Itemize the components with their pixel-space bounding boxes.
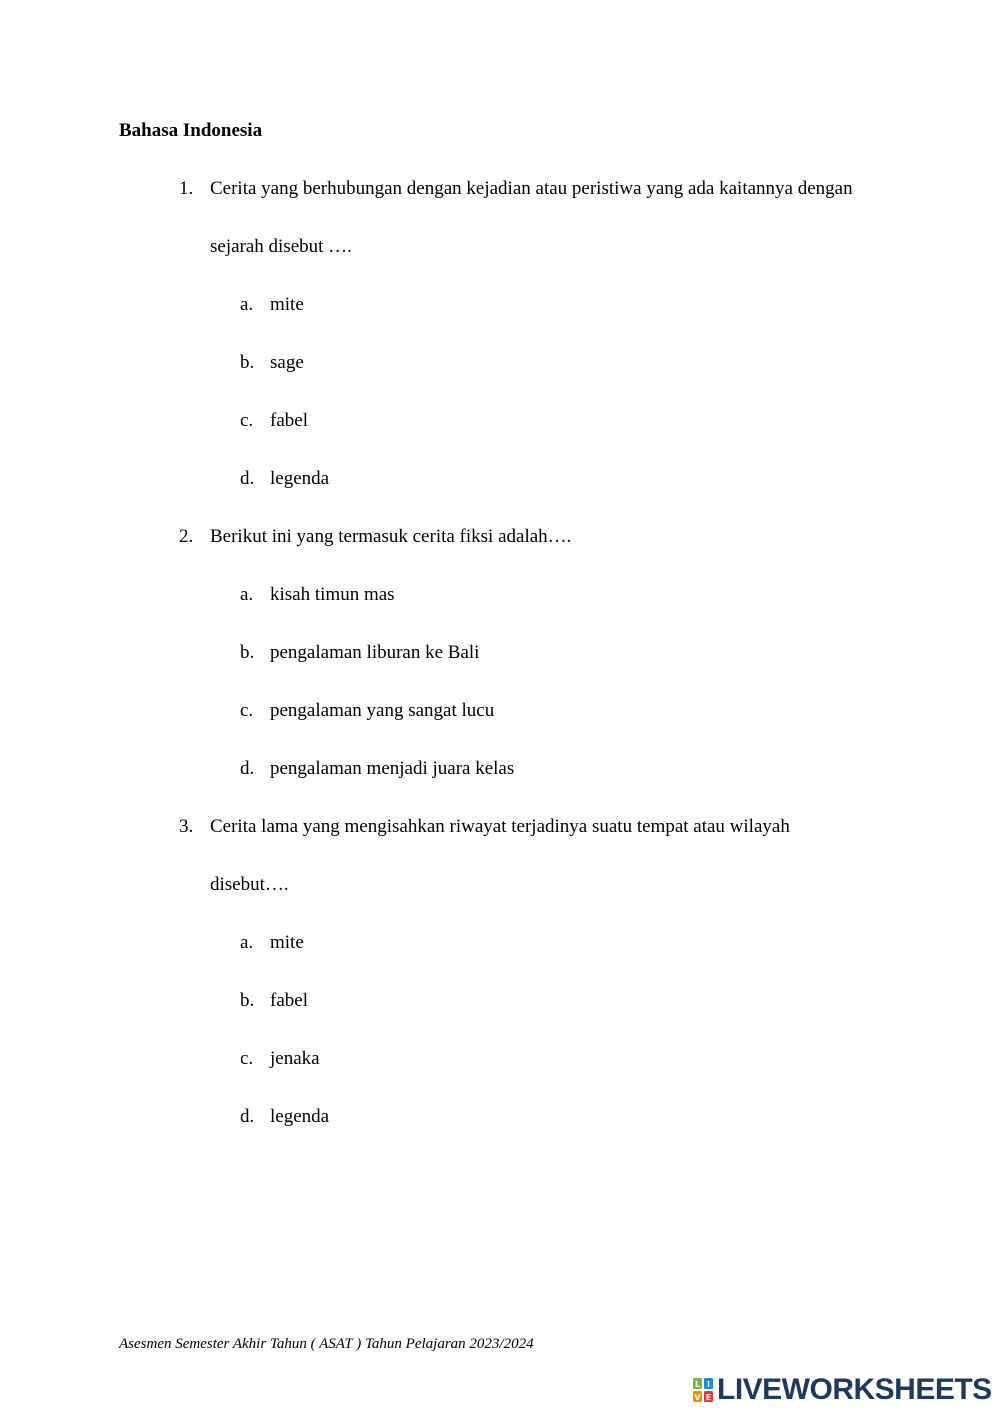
- page-footer: Asesmen Semester Akhir Tahun ( ASAT ) Tahun Pelajaran 2023/2024: [119, 1336, 534, 1352]
- question-number: 2.: [179, 526, 194, 547]
- svg-text:L: L: [694, 1380, 701, 1389]
- question-text: Cerita yang berhubungan dengan kejadian atau peristiwa yang ada kaitannya dengan: [210, 178, 853, 199]
- question-text-continued: disebut….: [210, 874, 289, 895]
- option-letter: a.: [240, 932, 254, 953]
- svg-text:E: E: [705, 1393, 712, 1402]
- option-letter: b.: [240, 352, 255, 373]
- svg-text:V: V: [694, 1393, 701, 1402]
- option-text: sage: [270, 352, 304, 373]
- option-text: pengalaman liburan ke Bali: [270, 642, 480, 663]
- option-text: pengalaman yang sangat lucu: [270, 700, 495, 721]
- question-number: 3.: [179, 816, 194, 837]
- document-title: Bahasa Indonesia: [119, 120, 263, 141]
- question-text: Cerita lama yang mengisahkan riwayat terjadinya suatu tempat atau wilayah: [210, 816, 790, 837]
- question-text: Berikut ini yang termasuk cerita fiksi adalah….: [210, 526, 572, 547]
- option-letter: b.: [240, 990, 255, 1011]
- question-number: 1.: [179, 178, 194, 199]
- option-letter: c.: [240, 700, 254, 721]
- option-text: mite: [270, 294, 304, 315]
- svg-text:I: I: [707, 1380, 710, 1389]
- option-text: fabel: [270, 410, 308, 431]
- option-letter: a.: [240, 294, 254, 315]
- option-letter: c.: [240, 1048, 254, 1069]
- option-text: mite: [270, 932, 304, 953]
- option-text: kisah timun mas: [270, 584, 395, 605]
- option-letter: b.: [240, 642, 255, 663]
- option-text: legenda: [270, 468, 330, 489]
- option-text: pengalaman menjadi juara kelas: [270, 758, 515, 779]
- option-letter: d.: [240, 1106, 255, 1127]
- option-letter: d.: [240, 468, 255, 489]
- option-letter: a.: [240, 584, 254, 605]
- question-text-continued: sejarah disebut ….: [210, 236, 352, 257]
- option-text: fabel: [270, 990, 308, 1011]
- liveworksheets-logo-icon: [693, 1378, 713, 1402]
- option-letter: c.: [240, 410, 254, 431]
- liveworksheets-brand[interactable]: [693, 1374, 992, 1406]
- option-letter: d.: [240, 758, 255, 779]
- brand-name: LIVEWORKSHEETS: [717, 1373, 992, 1406]
- option-text: legenda: [270, 1106, 330, 1127]
- option-text: jenaka: [270, 1048, 320, 1069]
